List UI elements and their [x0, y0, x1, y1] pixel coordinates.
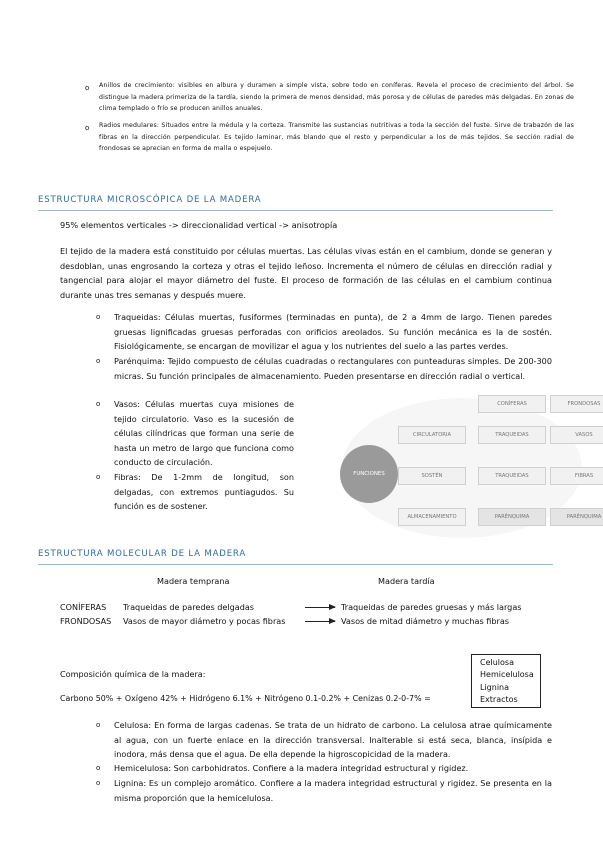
fibras-text: Fibras: De 1-2mm de longitud, son delgadas, con extremos puntiagudos. Su función es de sostener.: [114, 472, 294, 512]
arrow-icon: [305, 607, 335, 608]
micro-paragraph: El tejido de la madera está constituido por células muertas. Las células vivas están en el cambium, donde se generan y desdoblan, unas engrosando la corteza y otras el tejido leñoso. Incrementa el número de células en dirección radial y tangencial para alojar el mayor diámetro del fuste. El proceso de formación de las células en el cambium continua durante unas tres semanas y después muere.: [60, 246, 552, 300]
heading-rule: [38, 210, 553, 211]
col-temprana: Madera temprana: [157, 576, 230, 586]
component-item: Celulosa: [480, 658, 514, 667]
diagram-center: FUNCIONES: [340, 445, 398, 503]
formula: Carbono 50% + Oxígeno 42% + Hidrógeno 6.1% + Nitrógeno 0.1-0.2% + Cenizas 0.2-0-7% =: [60, 694, 431, 703]
diagram-box: PARÉNQUIMA: [478, 508, 546, 526]
diagram-box: TRAQUEIDAS: [478, 467, 546, 485]
bullet-icon: o: [96, 357, 101, 365]
diagram-box: FIBRAS: [550, 467, 603, 485]
col-tardia: Madera tardía: [378, 576, 435, 586]
component-item: Hemicelulosa: [480, 670, 534, 680]
row-coniferas-tardia: Traqueidas de paredes gruesas y más largas: [341, 602, 522, 612]
lignina-text: Lignina: Es un complejo aromático. Confiere a la madera integridad estructural y rigidez. Se presenta en la misma proporción que la hemicelulosa.: [114, 778, 552, 803]
traqueidas-text: Traqueidas: Células muertas, fusiformes (terminadas en punta), de 2 a 4mm de largo. Tienen paredes gruesas lignificadas gruesas perforadas con orificios areolados. Su función mecánica es la de sostén. Fisiológicamente, se encargan de movilizar el agua y los nutrientes del suelo a las partes verdes.: [114, 312, 552, 352]
bullet-icon: o: [96, 473, 101, 481]
arrow-icon: [305, 621, 335, 622]
components-box: [471, 654, 541, 708]
diagram-box: CONÍFERAS: [478, 395, 546, 413]
diagram-box: PARÉNQUIMA: [550, 508, 603, 526]
vasos-text: Vasos: Células muertas cuya misiones de tejido circulatorio. Vaso es la sucesión de células cilíndricas que forman una serie de hasta un metro de largo que funciona como conducto de circulación.: [114, 399, 294, 468]
bullet-icon: o: [96, 313, 101, 321]
section-heading-micro: ESTRUCTURA MICROSCÓPICA DE LA MADERA: [38, 195, 262, 205]
diagram-box: SOSTÉN: [398, 467, 466, 485]
composicion-title: Composición química de la madera:: [60, 669, 206, 679]
component-item: Extractos: [480, 695, 518, 705]
bullet-icon: o: [85, 84, 90, 92]
diagram-box: VASOS: [550, 426, 603, 444]
bullet-icon: o: [96, 764, 101, 772]
diagram-box: TRAQUEIDAS: [478, 426, 546, 444]
celulosa-text: Celulosa: En forma de largas cadenas. Se trata de un hidrato de carbono. La celulosa atrae químicamente al agua, con un fuerte enlace en la dirección transversal. Inalterable si está seca, blanca, insípida e inodora, más densa que el agua. De ella depende la higroscopicidad de la madera.: [114, 720, 552, 760]
row-coniferas-label: CONÍFERAS: [60, 602, 107, 612]
row-coniferas-temprana: Traqueidas de paredes delgadas: [123, 602, 255, 612]
bullet-icon: o: [85, 124, 90, 132]
hemicelulosa-text: Hemicelulosa: Son carbohidratos. Confiere a la madera integridad estructural y rigidez.: [114, 763, 469, 773]
micro-subtitle: 95% elementos verticales -> direccionalidad vertical -> anisotropía: [60, 220, 338, 230]
component-item: Lignina: [480, 682, 510, 692]
diagram-box: FRONDOSAS: [550, 395, 603, 413]
radios-text: Radios medulares: Situados entre la médula y la corteza. Transmite las sustancias nutritivas a toda la sección del fuste. Sirve de trabazón de las fibras en la dirección perpendicular. Es tejido laminar, más blando que el resto y perpendicular a los de más tejidos. Se sección radial de frondosas se aprecian en forma de malla o espejuelo.: [99, 122, 574, 153]
parenquima-text: Parénquima: Tejido compuesto de células cuadradas o rectangulares con punteaduras simples. De 200-300 micras. Su función principales de almacenamiento. Pueden presentarse en dirección radial o vertical.: [114, 356, 552, 381]
heading-rule: [38, 564, 553, 565]
diagram-box: ALMACENAMIENTO: [398, 508, 466, 526]
bullet-icon: o: [96, 400, 101, 408]
diagram-box: CIRCULATORIA: [398, 426, 466, 444]
row-frondosas-tardia: Vasos de mitad diámetro y muchas fibras: [341, 616, 509, 626]
anillos-text: Anillos de crecimiento: visibles en albura y duramen a simple vista, sobre todo en coníferas. Revela el proceso de crecimiento del árbol. Se distingue la madera primeriza de la tardía, siendo la primera de menos densidad, más porosa y de células de paredes más delgadas. En zonas de clima templado o frío se producen anillos anuales.: [99, 82, 574, 113]
bullet-icon: o: [96, 721, 101, 729]
bullet-icon: o: [96, 779, 101, 787]
row-frondosas-temprana: Vasos de mayor diámetro y pocas fibras: [123, 616, 286, 626]
row-frondosas-label: FRONDOSAS: [60, 616, 112, 626]
section-heading-molecular: ESTRUCTURA MOLECULAR DE LA MADERA: [38, 549, 247, 559]
